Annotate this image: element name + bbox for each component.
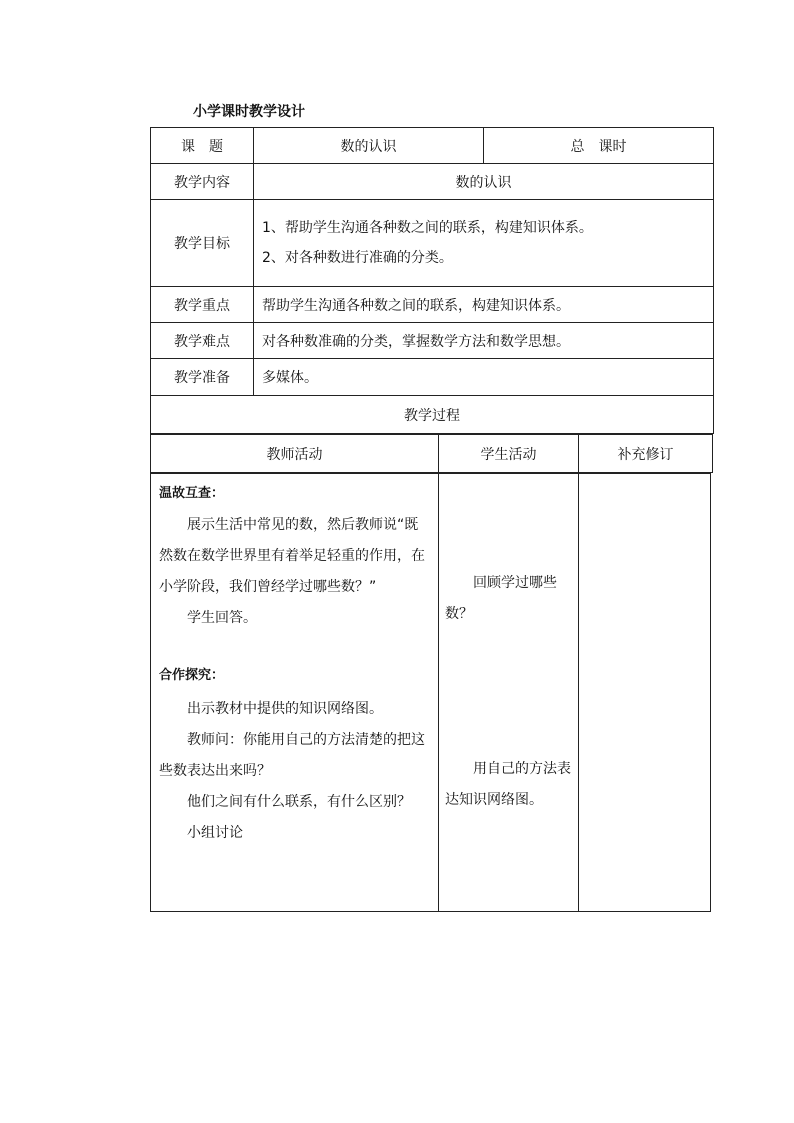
difficulty-value: 对各种数准确的分类，掌握数学方法和数学思想。 xyxy=(254,323,714,359)
difficulty-label: 教学难点 xyxy=(151,323,254,359)
goal-item: 1、帮助学生沟通各种数之间的联系，构建知识体系。 xyxy=(262,220,593,236)
goals-label: 教学目标 xyxy=(151,200,254,287)
student-activity-cell xyxy=(439,474,579,912)
prep-label: 教学准备 xyxy=(151,359,254,396)
goal-item: 2、对各种数进行准确的分类。 xyxy=(262,250,453,266)
goals-cell xyxy=(254,200,714,287)
col-student-header: 学生活动 xyxy=(439,435,579,473)
topic-value: 数的认识 xyxy=(254,128,484,164)
student-review-text: 回顾学过哪些数？ xyxy=(445,575,557,622)
col-teacher-header: 教师活动 xyxy=(151,435,439,473)
section-explore-title: 合作探究： xyxy=(159,668,225,683)
process-header-table xyxy=(150,434,713,473)
section-review-text: 展示生活中常见的数，然后教师说“既然数在数学世界里有着举足轻重的作用，在小学阶段，我们曾经学过哪些数？” xyxy=(159,517,425,595)
content-value: 数的认识 xyxy=(254,164,714,200)
student-explore-text: 用自己的方法表达知识网络图。 xyxy=(445,761,571,808)
key-value: 帮助学生沟通各种数之间的联系，构建知识体系。 xyxy=(254,287,714,323)
total-hours-label: 总 课时 xyxy=(484,128,714,164)
section-review-answer: 学生回答。 xyxy=(187,610,257,626)
notes-cell xyxy=(579,474,711,912)
section-explore-text-2: 教师问：你能用自己的方法清楚的把这些数表达出来吗？ xyxy=(159,732,425,779)
section-explore-text-3: 他们之间有什么联系，有什么区别？ xyxy=(187,794,411,810)
section-explore-text-1: 出示教材中提供的知识网络图。 xyxy=(187,701,383,717)
key-label: 教学重点 xyxy=(151,287,254,323)
process-heading: 教学过程 xyxy=(151,396,714,434)
topic-label: 课 题 xyxy=(151,128,254,164)
content-label: 教学内容 xyxy=(151,164,254,200)
section-review-title: 温故互查： xyxy=(159,486,225,501)
page-title: 小学课时教学设计 xyxy=(193,104,305,120)
teacher-activity-cell xyxy=(151,474,439,912)
process-body-table xyxy=(150,473,711,912)
section-explore-text-4: 小组讨论 xyxy=(187,825,243,841)
col-notes-header: 补充修订 xyxy=(579,435,713,473)
lesson-info-table xyxy=(150,127,714,434)
prep-value: 多媒体。 xyxy=(254,359,714,396)
